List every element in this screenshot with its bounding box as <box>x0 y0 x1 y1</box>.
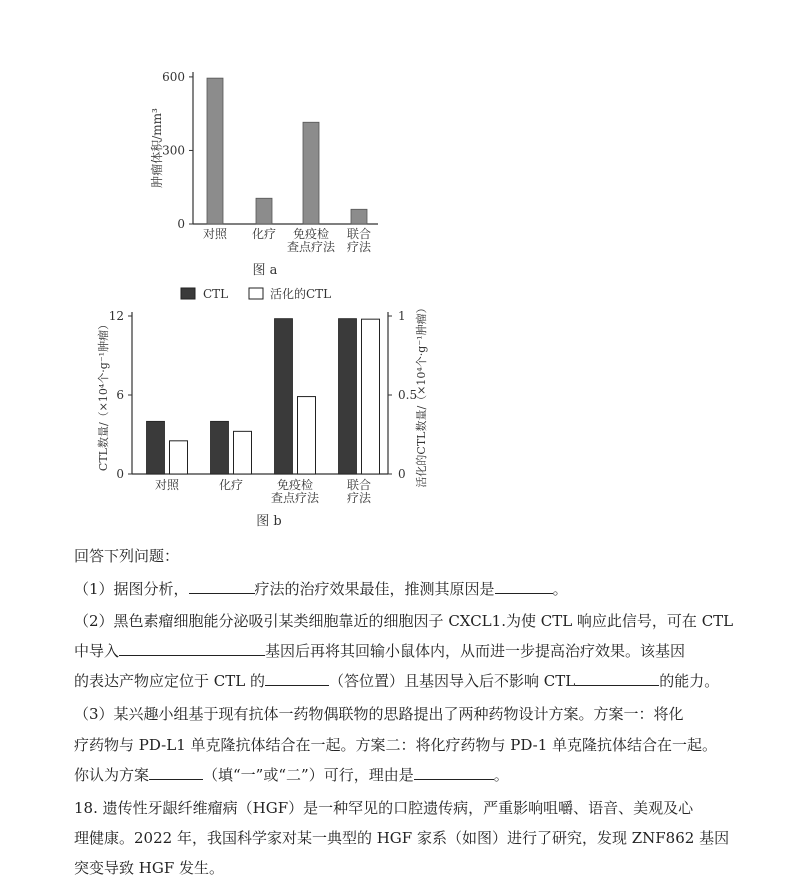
question-2-line-2 <box>74 640 685 661</box>
q1-blank-1[interactable] <box>189 579 255 594</box>
chart-a-ytick-label: 600 <box>162 69 185 84</box>
chart-a-xtick-label: 联合疗法 <box>346 227 372 254</box>
q2-text-c: 的表达产物应定位于 CTL 的 <box>74 672 265 690</box>
chart-b-bar-ctl <box>147 421 165 474</box>
chart-b-ylabel-left: CTL数量/（×10⁴个·g⁻¹肿瘤） <box>97 318 110 472</box>
q1-text-b: 疗法的治疗效果最佳，推测其原因是 <box>254 580 495 598</box>
question-18-line-1 <box>74 797 693 818</box>
q2-blank-2[interactable] <box>265 671 329 686</box>
q2-text-a: 中导入 <box>74 642 120 660</box>
q1-text-a: （1）据图分析， <box>74 580 189 598</box>
chart-a-ytick-label: 300 <box>162 143 185 158</box>
chart-b-xtick-label: 免疫检查点疗法 <box>270 478 320 505</box>
chart-b-xtick-label: 联合疗法 <box>346 478 372 505</box>
q18-line-1: 18. 遗传性牙龈纤维瘤病（HGF）是一种罕见的口腔遗传病，严重影响咀嚼、语音、美观及心 <box>74 799 694 817</box>
legend-label-activated-ctl: 活化的CTL <box>270 287 332 301</box>
q1-blank-2[interactable] <box>495 579 553 594</box>
chart-b-ytick-left-label: 12 <box>108 309 124 323</box>
chart-b <box>96 287 428 529</box>
q3-line-1: （3）某兴趣小组基于现有抗体一药物偶联物的思路提出了两种药物设计方案。方案一：将化 <box>74 705 684 723</box>
chart-a <box>149 70 378 278</box>
question-3-line-3 <box>74 764 509 785</box>
chart-b-ytick-right-label: 0.5 <box>398 388 418 402</box>
chart-b-caption: 图 b <box>256 514 282 529</box>
chart-b-xtick-label: 化疗 <box>218 478 244 492</box>
chart-b-bar-activated-ctl <box>170 441 188 474</box>
q3-text-c: 。 <box>493 766 509 784</box>
q3-line-2: 疗药物与 PD-L1 单克隆抗体结合在一起。方案二：将化疗药物与 PD-1 单克隆抗体结合在一起。 <box>74 736 718 754</box>
chart-a-ytick-label: 0 <box>177 217 185 231</box>
q3-blank-1[interactable] <box>149 765 203 780</box>
legend-swatch-activated-ctl <box>249 288 263 299</box>
question-1 <box>74 578 568 599</box>
chart-a-ylabel: 肿瘤体积/mm³ <box>150 108 164 188</box>
q3-text-b: （填“一”或“二”）可行，理由是 <box>203 766 414 784</box>
chart-b-ytick-right-label: 1 <box>398 309 406 323</box>
chart-a-bar <box>303 122 319 224</box>
chart-a-xtick-label: 对照 <box>202 227 228 241</box>
chart-b-bar-activated-ctl <box>362 319 380 474</box>
q2-blank-3[interactable] <box>575 671 659 686</box>
question-3-line-1 <box>74 703 684 724</box>
q2-text-d: （答位置）且基因导入后不影响 CTL <box>328 672 576 690</box>
q2-line-1: （2）黑色素瘤细胞能分泌吸引某类细胞靠近的细胞因子 CXCL1.为使 CTL 响应此信号，可在 CTL <box>74 612 734 630</box>
chart-a-bar <box>351 209 367 224</box>
q2-text-e: 的能力。 <box>659 672 720 690</box>
intro-line <box>74 545 179 566</box>
chart-a-bar <box>207 78 223 224</box>
chart-b-ylabel-right: 活化的CTL数量/（×10⁴个·g⁻¹肿瘤） <box>415 302 428 488</box>
chart-b-bar-ctl <box>339 319 357 474</box>
intro-text: 回答下列问题： <box>74 547 180 565</box>
question-3-line-2 <box>74 734 717 755</box>
chart-a-xtick-label: 化疗 <box>251 227 277 241</box>
question-18-line-3 <box>74 857 224 878</box>
legend-label-ctl: CTL <box>203 287 229 301</box>
q18-line-3: 突变导致 HGF 发生。 <box>74 859 225 877</box>
chart-b-ytick-right-label: 0 <box>398 467 406 481</box>
chart-b-bar-activated-ctl <box>234 431 252 474</box>
question-2-line-3 <box>74 670 719 691</box>
chart-b-bar-ctl <box>275 319 293 474</box>
chart-a-bar <box>256 198 272 224</box>
chart-a-caption: 图 a <box>252 263 278 278</box>
q3-blank-2[interactable] <box>414 765 494 780</box>
chart-b-ytick-left-label: 0 <box>116 467 124 481</box>
legend-swatch-ctl <box>181 288 195 299</box>
question-18-line-2 <box>74 827 729 848</box>
chart-b-ytick-left-label: 6 <box>116 388 124 402</box>
chart-b-legend <box>181 287 331 301</box>
q18-line-2: 理健康。2022 年，我国科学家对某一典型的 HGF 家系（如图）进行了研究，发现 ZNF862 基因 <box>74 829 730 847</box>
chart-b-bar-activated-ctl <box>298 397 316 474</box>
question-2-line-1 <box>74 610 733 631</box>
q2-blank-1[interactable] <box>119 641 265 656</box>
chart-b-xtick-label: 对照 <box>154 478 180 492</box>
q1-text-c: 。 <box>552 580 568 598</box>
chart-b-bar-ctl <box>211 421 229 474</box>
q3-text-a: 你认为方案 <box>74 766 150 784</box>
q2-text-b: 基因后再将其回输小鼠体内，从而进一步提高治疗效果。该基因 <box>265 642 686 660</box>
chart-a-xtick-label: 免疫检查点疗法 <box>286 227 336 254</box>
